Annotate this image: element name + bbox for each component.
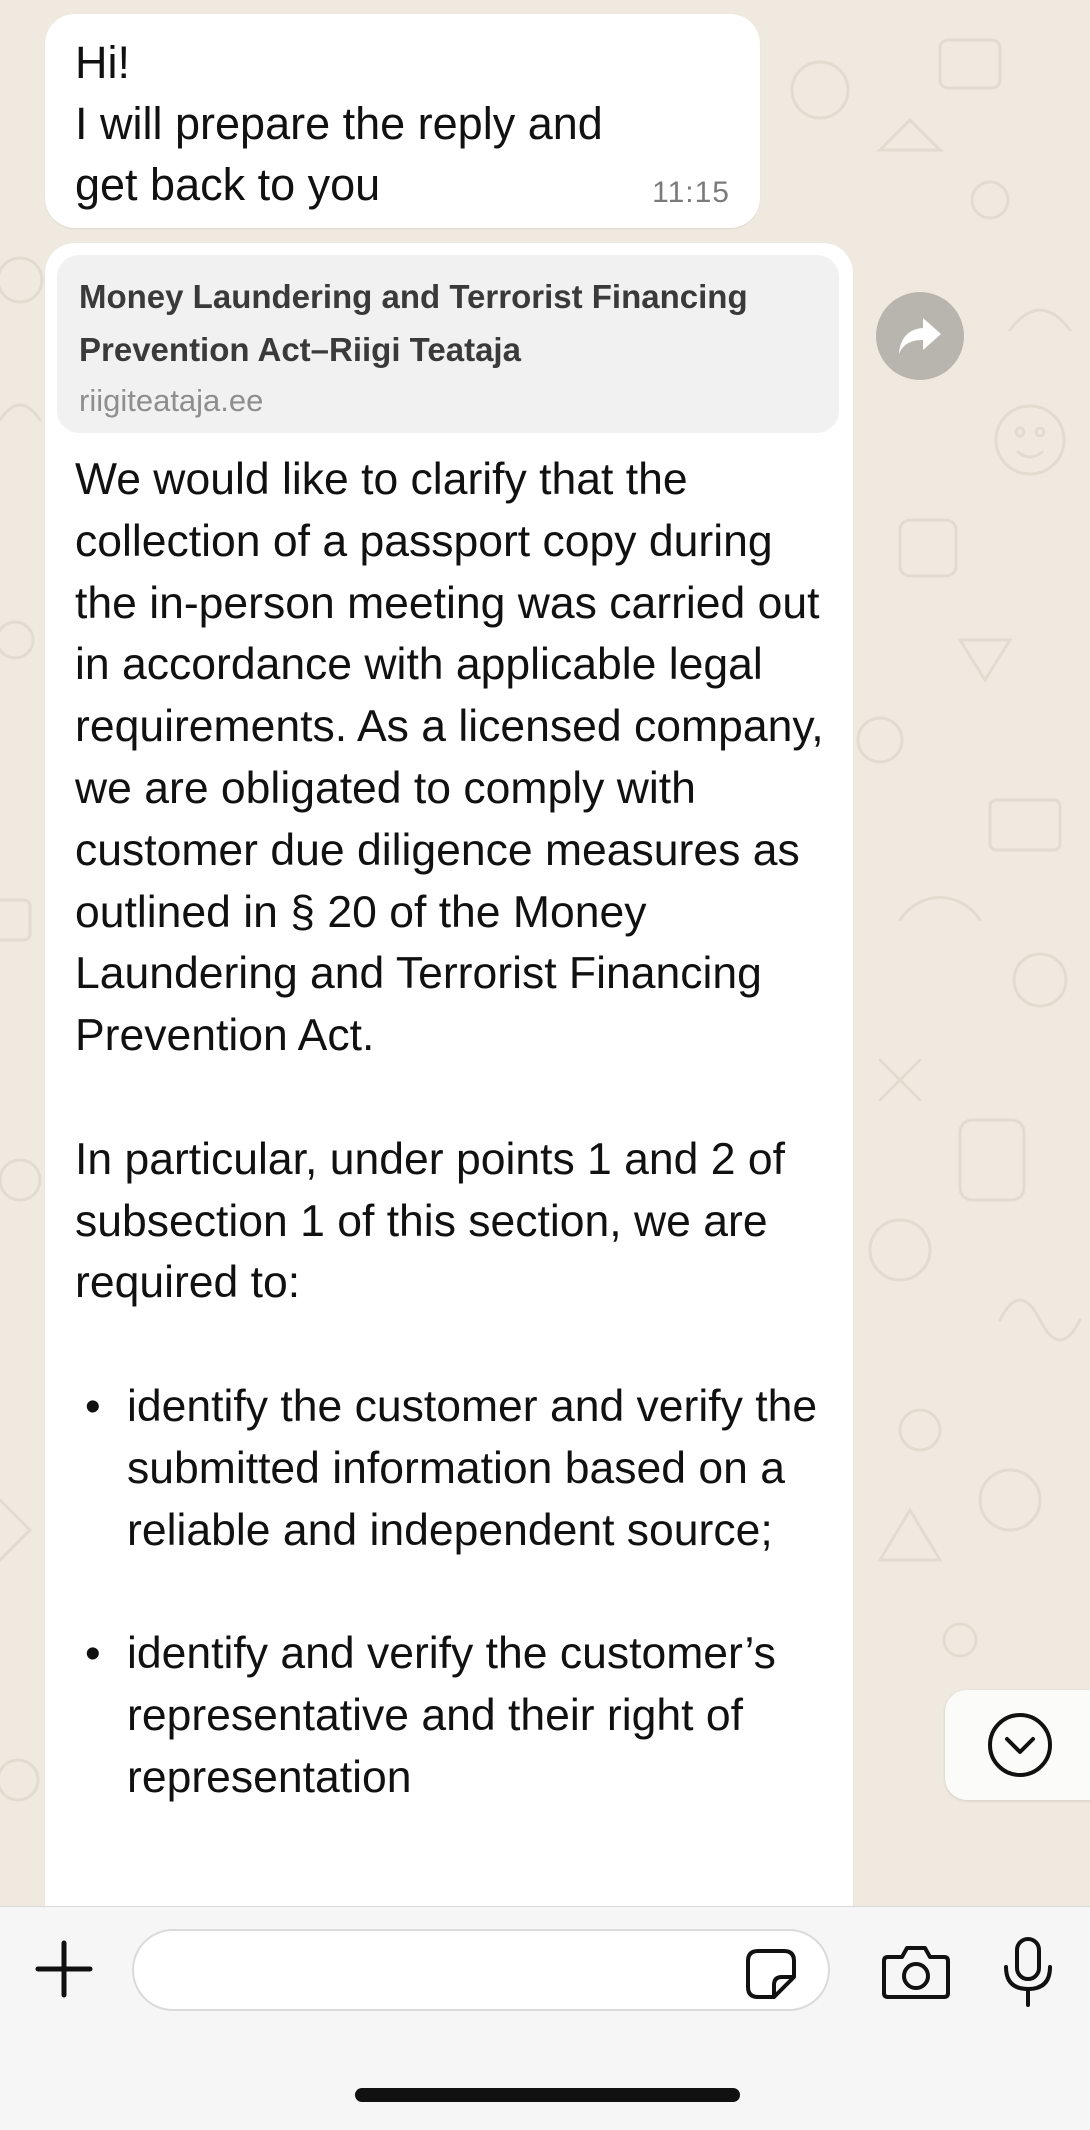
message-timestamp: 11:15 — [652, 176, 730, 209]
bullet-text: identify and verify the customer’s representative and their right of representation — [127, 1629, 776, 1802]
message-composer — [0, 1906, 1090, 2130]
link-preview-title: Money Laundering and Terrorist Financing Prevention Act–Riigi Teataja — [79, 278, 748, 368]
message-input[interactable] — [132, 1929, 830, 2011]
bullet-dot: • — [85, 1381, 101, 1431]
bullet-item — [75, 1623, 845, 1808]
message-text: Hi! I will prepare the reply and get back to you — [75, 37, 603, 210]
forward-arrow-icon — [897, 316, 943, 356]
forward-button[interactable] — [876, 292, 964, 380]
link-preview-domain: riigiteataja.ee — [79, 383, 264, 418]
microphone-icon[interactable] — [1000, 1935, 1056, 2009]
message-paragraph: We would like to clarify that the collection of a passport copy during the in-person meeting was carried out in accordance with applicable legal requirements. As a licensed company, we are obligated to comply with customer due diligence measures as outlined in § 20 of the Money Laundering and Terrorist Financing Prevention Act. — [75, 455, 824, 1061]
sticker-icon[interactable] — [744, 1947, 798, 2001]
scroll-to-bottom-button[interactable] — [945, 1690, 1090, 1800]
message-paragraph: In particular, under points 1 and 2 of subsection 1 of this section, we are required to: — [75, 1134, 786, 1308]
incoming-message-bubble[interactable] — [45, 14, 760, 228]
bullet-item — [75, 1376, 845, 1561]
camera-icon[interactable] — [880, 1941, 952, 2001]
message-body — [75, 449, 845, 1809]
bullet-dot: • — [85, 1629, 101, 1679]
link-preview-card[interactable] — [57, 255, 839, 433]
home-indicator[interactable] — [355, 2088, 740, 2102]
chevron-down-icon — [987, 1712, 1053, 1778]
link-message-bubble[interactable] — [45, 243, 853, 1906]
bullet-list — [75, 1376, 845, 1809]
bullet-text: identify the customer and verify the submitted information based on a reliable and independent source; — [127, 1381, 818, 1555]
plus-icon[interactable] — [32, 1937, 96, 2001]
